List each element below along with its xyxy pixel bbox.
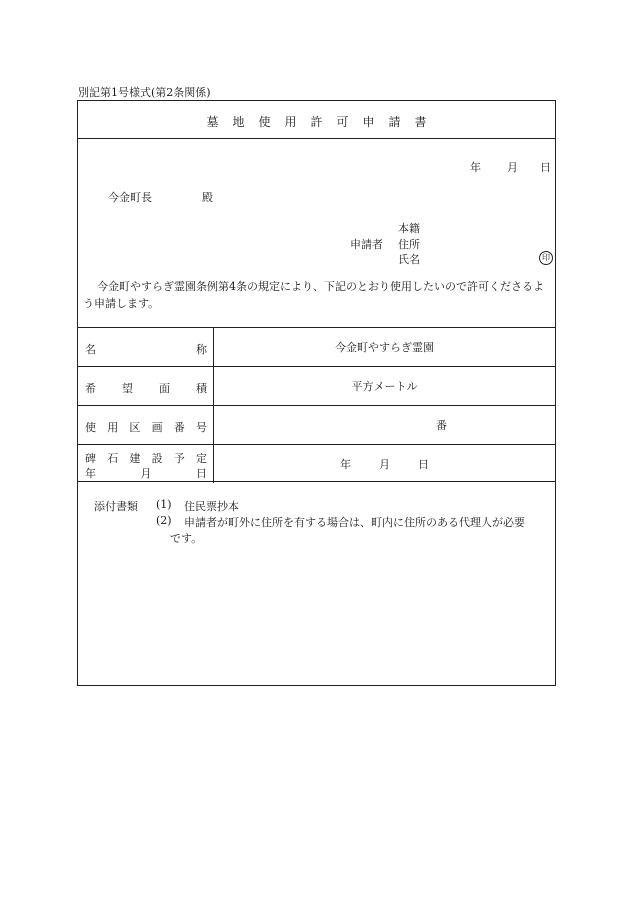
label-char: 年 — [85, 467, 96, 480]
attachment-2-text-line1: 申請者が町外に住所を有する場合は、町内に住所のある代理人が必要 — [184, 516, 525, 529]
applicant-address-label: 住所 — [398, 238, 420, 251]
value-day: 日 — [418, 458, 429, 471]
monument-date-value — [214, 445, 555, 483]
date-month-label: 月 — [507, 161, 518, 174]
label-char: 月 — [140, 467, 152, 480]
label-char: 番 — [173, 421, 185, 434]
label-char: 号 — [195, 421, 207, 434]
applicant-name-label: 氏名 — [398, 253, 420, 266]
table-row-name — [78, 327, 555, 366]
label-char: 定 — [195, 452, 207, 465]
table-row-area — [78, 366, 555, 405]
desired-area-value: 平方メートル — [351, 380, 418, 393]
applicant-role-label: 申請者 — [350, 238, 383, 251]
attachment-1-number: (1) — [156, 498, 172, 511]
addressee-honorific: 殿 — [202, 191, 213, 204]
application-form — [77, 100, 556, 686]
label-char: 碑 — [85, 452, 96, 465]
row-label — [78, 367, 214, 405]
label-char: 設 — [151, 452, 163, 465]
label-char: 面 — [159, 382, 170, 395]
value-year: 年 — [340, 458, 351, 471]
cemetery-name-value: 今金町やすらぎ霊園 — [335, 341, 434, 354]
addressee-name: 今金町長 — [108, 191, 152, 204]
label-char: 建 — [129, 452, 141, 465]
attachment-2-text-line2: です。 — [170, 532, 203, 545]
application-statement: 今金町やすらぎ霊園条例第4条の規定により、下記のとおり使用したいので許可くださるよう申請します。 — [83, 280, 544, 310]
row-label — [78, 328, 214, 366]
plot-number-value: 番 — [436, 419, 447, 432]
label-char: 名 — [85, 343, 96, 356]
row-label — [78, 445, 214, 483]
label-char: 用 — [107, 421, 119, 434]
form-title: 墓地使用許可申請書 — [206, 115, 441, 129]
label-char: 使 — [85, 421, 96, 434]
label-char: 画 — [151, 421, 163, 434]
row-label — [78, 406, 214, 444]
attachments-section — [78, 481, 555, 687]
value-month: 月 — [379, 458, 390, 471]
date-day-label: 日 — [540, 161, 551, 174]
form-caption: 別記第1号様式(第2条関係) — [78, 86, 211, 99]
seal-mark-icon: 印 — [539, 251, 553, 265]
title-row — [78, 101, 555, 139]
label-char: 区 — [129, 421, 141, 434]
table-row-plot-number — [78, 405, 555, 444]
applicant-domicile-label: 本籍 — [398, 222, 420, 235]
date-year-label: 年 — [470, 161, 481, 174]
attachment-2-number: (2) — [156, 514, 172, 527]
label-char: 望 — [122, 382, 133, 395]
attachment-1-text: 住民票抄本 — [184, 500, 239, 513]
label-char: 石 — [107, 452, 119, 465]
label-char: 予 — [173, 452, 185, 465]
attachments-heading: 添付書類 — [94, 500, 138, 513]
label-char: 日 — [196, 467, 207, 480]
label-char: 称 — [196, 343, 207, 356]
label-char: 積 — [196, 382, 207, 395]
table-row-monument-date — [78, 444, 555, 483]
label-char: 希 — [85, 382, 96, 395]
